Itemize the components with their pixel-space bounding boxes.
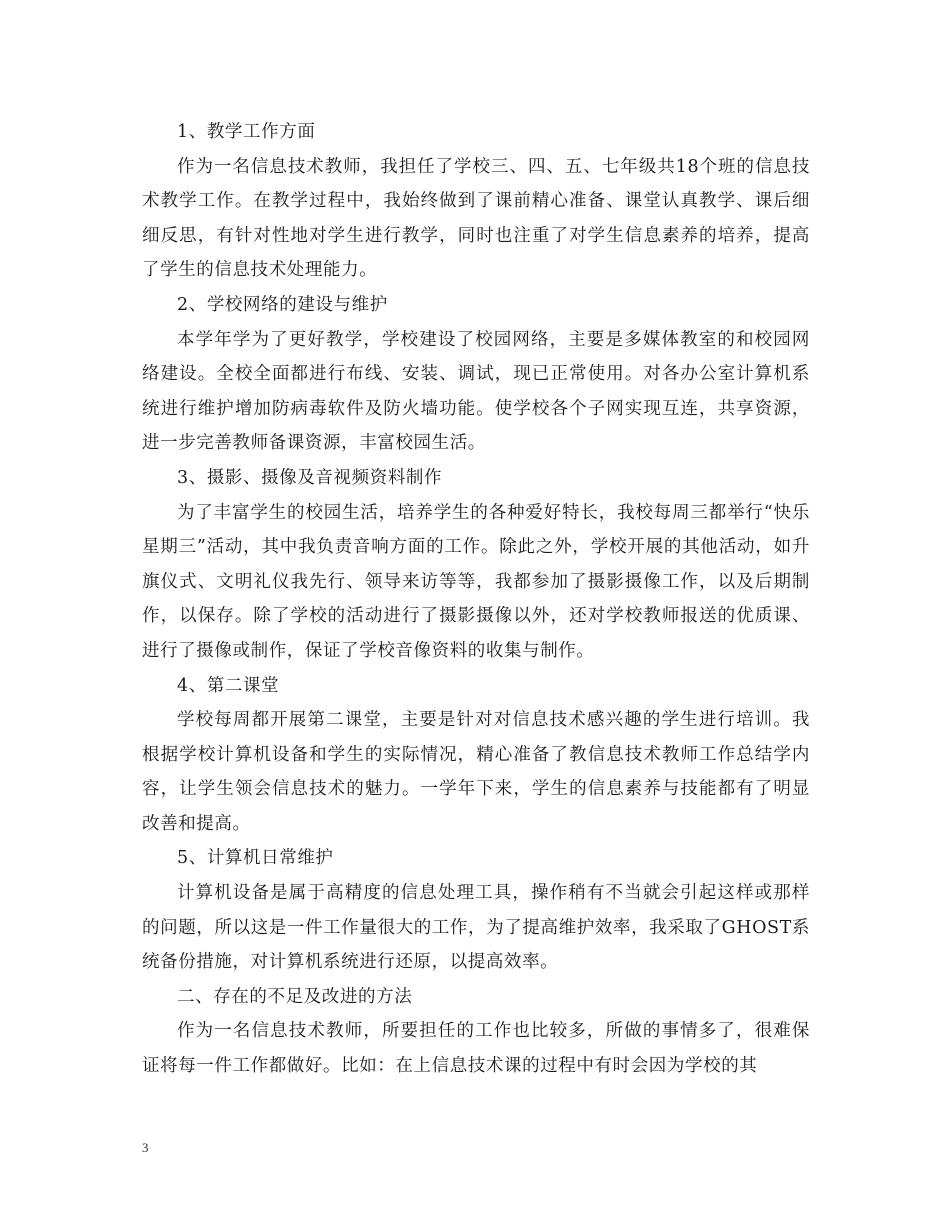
section-paragraph-maintenance: 计算机设备是属于高精度的信息处理工具，操作稍有不当就会引起这样或那样的问题，所以这是一件工作量很大的工作，为了提高维护效率，我采取了GHOST系统备份措施，对计算机系统进行还原，以提高效率。 <box>142 883 810 973</box>
section-paragraph-media: 为了丰富学生的校园生活，培养学生的各种爱好特长，我校每周三都举行“快乐星期三”活动，其中我负责音响方面的工作。除此之外，学校开展的其他活动，如升旗仪式、文明礼仪我先行、领导来访等等，我都参加了摄影摄像工作，以及后期制作，以保存。除了学校的活动进行了摄影摄像以外，还对学校教师报送的优质课、进行了摄像或制作，保证了学校音像资料的收集与制作。 <box>142 502 810 661</box>
section-heading-second-classroom: 4、第二课堂 <box>177 675 280 696</box>
section-heading-media: 3、摄影、摄像及音视频资料制作 <box>177 467 443 488</box>
page-number: 3 <box>142 1140 149 1155</box>
document-body <box>142 115 810 1084</box>
section-heading-teaching: 1、教学工作方面 <box>177 122 316 142</box>
section-heading-maintenance: 5、计算机日常维护 <box>177 848 334 869</box>
section-paragraph-shortcomings: 作为一名信息技术教师，所要担任的工作也比较多，所做的事情多了，很难保证将每一件工作都做好。比如：在上信息技术课的过程中有时会因为学校的其 <box>142 1021 810 1077</box>
section-heading-network: 2、学校网络的建设与维护 <box>177 294 388 315</box>
section-paragraph-second-classroom: 学校每周都开展第二课堂，主要是针对对信息技术感兴趣的学生进行培训。我根据学校计算机设备和学生的实际情况，精心准备了教信息技术教师工作总结学内容，让学生领会信息技术的魅力。一学年下来，学生的信息素养与技能都有了明显改善和提高。 <box>142 710 810 834</box>
section-heading-shortcomings: 二、存在的不足及改进的方法 <box>177 986 413 1007</box>
section-paragraph-teaching: 作为一名信息技术教师，我担任了学校三、四、五、七年级共18个班的信息技术教学工作。在教学过程中，我始终做到了课前精心准备、课堂认真教学、课后细细反思，有针对性地对学生进行教学，同时也注重了对学生信息素养的培养，提高了学生的信息技术处理能力。 <box>142 156 810 281</box>
section-paragraph-network: 本学年学为了更好教学，学校建设了校园网络，主要是多媒体教室的和校园网络建设。全校全面都进行布线、安装、调试，现已正常使用。对各办公室计算机系统进行维护增加防病毒软件及防火墙功能。使学校各个子网实现互连，共享资源，进一步完善教师备课资源，丰富校园生活。 <box>142 329 810 454</box>
